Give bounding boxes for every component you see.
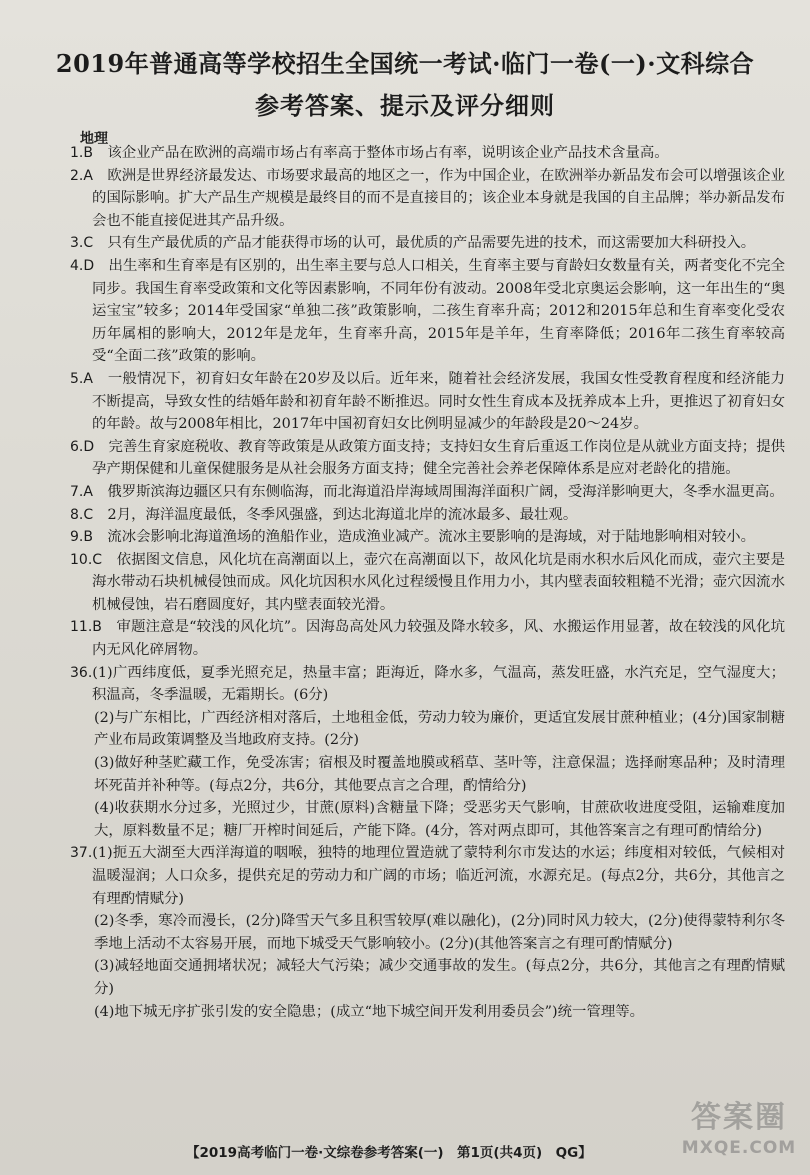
answer-number: 5.A <box>70 370 93 387</box>
watermark-url: MXQE.COM <box>681 1138 797 1158</box>
answer-text: 只有生产最优质的产品才能获得市场的认可，最优质的产品需要先进的技术，而这需要加大科研投入。 <box>107 235 756 252</box>
answer-item <box>70 142 785 165</box>
answer-text: 俄罗斯滨海边疆区只有东侧临海，而北海道沿岸海域周围海洋面积广阔，受海洋影响更大，冬季水温更高。 <box>107 483 784 500</box>
answer-text: (1)扼五大湖至大西洋海道的咽喉，独特的地理位置造就了蒙特利尔市发达的水运；纬度相对较低，气候相对温暖湿润；人口众多，提供充足的劳动力和广阔的市场；临近河流，水源充足。(每点2分，共6分，其他言之有理酌情赋分) <box>92 845 785 907</box>
answer-text: 完善生育家庭税收、教育等政策是从政策方面支持；支持妇女生育后重返工作岗位是从就业方面支持；提供孕产期保健和儿童保健服务是从社会服务方面支持；健全完善社会养老保障体系是应对老龄化的措施。 <box>92 438 785 478</box>
answer-number: 7.A <box>70 483 93 500</box>
answer-text: 流冰会影响北海道渔场的渔船作业，造成渔业减产。流冰主要影响的是海域，对于陆地影响相对较小。 <box>107 529 755 546</box>
answer-subpart: (4)地下城无序扩张引发的安全隐患；(成立“地下城空间开发利用委员会”)统一管理等。 <box>94 1003 645 1020</box>
answer-item <box>70 526 785 549</box>
answer-item <box>70 165 785 233</box>
answer-number: 1.B <box>70 145 93 161</box>
watermark-text: 答案圈 <box>691 1100 787 1135</box>
answer-number: 4.D <box>70 257 95 274</box>
answer-text: 出生率和生育率是有区别的，出生率主要与总人口相关，生育率主要与育龄妇女数量有关，两者变化不完全同步。我国生育率受政策和文化等因素影响，不同年份有波动。2008年受北京奥运会影响，这一年出生的“奥运宝宝”较多；2014年受国家“单独二孩”政策影响，二孩生育率升高；2012和2015年总和生育率变化受农历年属相的影响大，2012年是龙年，生育率升高，2015年是羊年，生育率降低；2016年二孩生育率较高受“全面二孩”政策的影响。 <box>92 257 785 365</box>
answer-text: (1)广西纬度低，夏季光照充足，热量丰富；距海近，降水多，气温高，蒸发旺盛，水汽充足，空气湿度大；积温高，冬季温暖，无霜期长。(6分) <box>92 664 785 704</box>
answer-subpart: (3)减轻地面交通拥堵状况；减轻大气污染；减少交通事故的发生。(每点2分，共6分，其他言之有理酌情赋分) <box>94 958 785 997</box>
answer-text: 2月，海洋温度最低，冬季风强盛，到达北海道北岸的流冰最多、最壮观。 <box>107 506 578 523</box>
answer-number: 3.C <box>70 235 94 252</box>
watermark-logo <box>674 1099 804 1169</box>
answer-subpart: (4)收获期水分过多，光照过少，甘蔗(原料)含糖量下降；受恶劣天气影响，甘蔗砍收进度受阻，运输难度加大，原料数量不足；糖厂开榨时间延后，产能下降。(4分，答对两点即可，其他答案言之有理可酌情给分) <box>94 800 785 839</box>
answer-item <box>70 255 785 368</box>
answer-subpart: (3)做好种茎贮藏工作，免受冻害；宿根及时覆盖地膜或稻草、茎叶等，注意保温；选择耐寒品种；及时清理坏死苗并补种等。(每点2分，共6分，其他要点言之合理，酌情给分) <box>94 755 785 794</box>
answer-number: 10.C <box>70 551 103 568</box>
answer-number: 6.D <box>70 438 95 455</box>
answer-item <box>70 232 785 255</box>
answer-item <box>70 481 785 504</box>
answer-subpart: (2)与广东相比，广西经济相对落后，土地租金低，劳动力较为廉价，更适宜发展甘蔗种植业；(4分)国家制糖产业布局政策调整及当地政府支持。(2分) <box>94 709 785 749</box>
section-heading-geography: 地理 <box>80 131 108 147</box>
answer-item <box>70 549 785 617</box>
answer-text: 依据图文信息，风化坑在高潮面以上，壶穴在高潮面以下，故风化坑是雨水积水后风化而成，壶穴主要是海水带动石块机械侵蚀而成。风化坑因积水风化过程缓慢且作用力小，其内壁表面较粗糙不光滑；壶穴因流水机械侵蚀，岩石磨圆度好，其内壁表面较光滑。 <box>92 551 785 613</box>
answer-number: 37. <box>70 845 93 862</box>
answer-number: 8.C <box>70 506 94 523</box>
document-title: 2019年普通高等学校招生全国统一考试·临门一卷(一)·文科综合 <box>55 49 755 78</box>
answer-text: 该企业产品在欧洲的高端市场占有率高于整体市场占有率，说明该企业产品技术含量高。 <box>107 145 669 161</box>
answer-item <box>70 616 785 661</box>
document-subtitle: 参考答案、提示及评分细则 <box>255 91 555 120</box>
answer-number: 11.B <box>70 619 102 636</box>
answer-text: 审题注意是“较浅的风化坑”。因海岛高处风力较强及降水较多，风、水搬运作用显著，故在较浅的风化坑内无风化碎屑物。 <box>92 619 785 659</box>
answer-item <box>70 436 785 481</box>
answer-item <box>70 504 785 527</box>
answer-number: 9.B <box>70 529 93 546</box>
answer-text: 一般情况下，初育妇女年龄在20岁及以后。近年来，随着社会经济发展，我国女性受教育程度和经济能力不断提高，导致女性的结婚年龄和初育年龄不断推迟。同时女性生育成本及抚养成本上升，更推迟了初育妇女的年龄。故与2008年相比，2017年中国初育妇女比例明显减少的年龄段是20～24岁。 <box>92 370 785 433</box>
answer-number: 36. <box>70 664 93 681</box>
answer-item-37 <box>70 842 785 910</box>
answer-subpart: (2)冬季，寒冷而漫长，(2分)降雪天气多且积雪较厚(难以融化)，(2分)同时风力较大，(2分)使得蒙特利尔冬季地上活动不太容易开展，而地下城受天气影响较小。(2分)(其他答案言之有理可酌情赋分) <box>94 913 785 952</box>
answer-number: 2.A <box>70 167 93 184</box>
page-footer: 【2019高考临门一卷·文综卷参考答案(一) 第1页(共4页) QG】 <box>186 1145 592 1161</box>
answers-body <box>70 142 785 1023</box>
answer-text: 欧洲是世界经济最发达、市场要求最高的地区之一，作为中国企业，在欧洲举办新品发布会可以增强该企业的国际影响。扩大产品生产规模是最终目的而不是直接目的；该企业本身就是我国的自主品牌；举办新品发布会也不能直接促进其产品升级。 <box>92 167 785 229</box>
answer-item <box>70 368 785 436</box>
answer-item-36 <box>70 662 785 707</box>
